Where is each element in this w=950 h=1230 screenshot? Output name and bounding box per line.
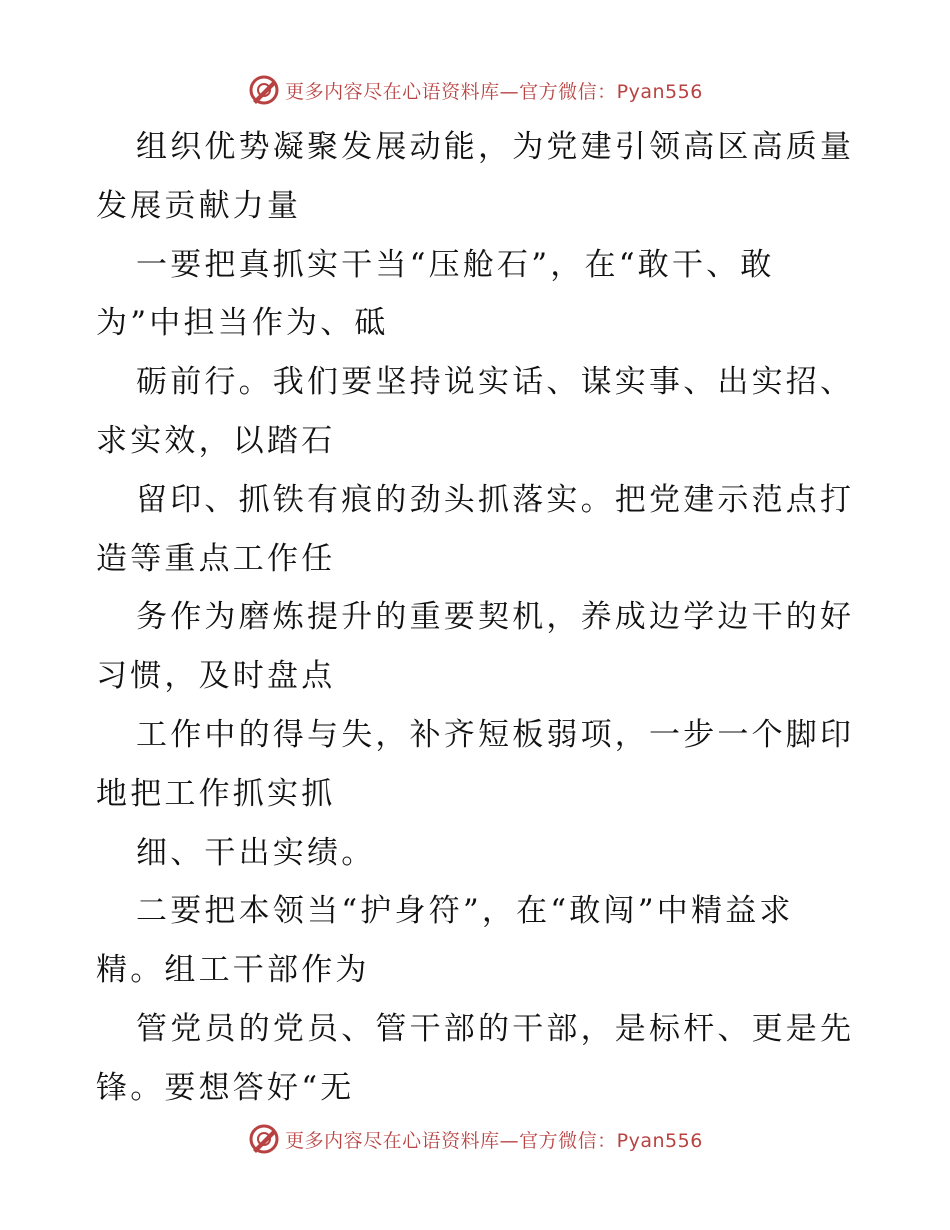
header-banner <box>0 70 950 110</box>
banner-title: 更多内容尽在心语资料库 <box>285 1129 500 1152</box>
text-line: 造等重点工作任 <box>96 540 336 577</box>
text-line: 工作中的得与失，补齐短板弱项，一步一个脚印 <box>136 716 855 753</box>
text-line: 锋。要想答好“无 <box>96 1069 355 1106</box>
logo-icon <box>247 73 281 107</box>
text-line: 砺前行。我们要坚持说实话、谋实事、出实招、 <box>136 364 855 401</box>
text-line: 一要把真抓实干当“压舱石”，在“敢干、敢 <box>136 246 775 283</box>
text-line: 地把工作抓实抓 <box>96 775 336 812</box>
text-line: 发展贡献力量 <box>96 187 302 224</box>
text-line: 务作为磨炼提升的重要契机，养成边学边干的好 <box>136 599 855 636</box>
document-body <box>96 118 856 1118</box>
text-line: 精。组工干部作为 <box>96 952 370 989</box>
text-line: 为”中担当作为、砥 <box>96 305 389 342</box>
text-line: 细、干出实绩。 <box>136 834 376 871</box>
banner-wechat: —官方微信：Pyan556 <box>499 80 703 103</box>
text-line: 组织优势凝聚发展动能，为党建引领高区高质量 <box>136 129 855 165</box>
banner-wechat: —官方微信：Pyan556 <box>499 1129 703 1152</box>
banner-title: 更多内容尽在心语资料库 <box>285 80 500 103</box>
text-line: 管党员的党员、管干部的干部，是标杆、更是先 <box>136 1010 855 1047</box>
logo-icon <box>247 1122 281 1156</box>
text-line: 习惯，及时盘点 <box>96 658 336 695</box>
text-line: 二要把本领当“护身符”，在“敢闯”中精益求 <box>136 893 794 930</box>
footer-banner <box>0 1119 950 1159</box>
text-line: 留印、抓铁有痕的劲头抓落实。把党建示范点打 <box>136 481 855 518</box>
text-line: 求实效，以踏石 <box>96 422 336 459</box>
